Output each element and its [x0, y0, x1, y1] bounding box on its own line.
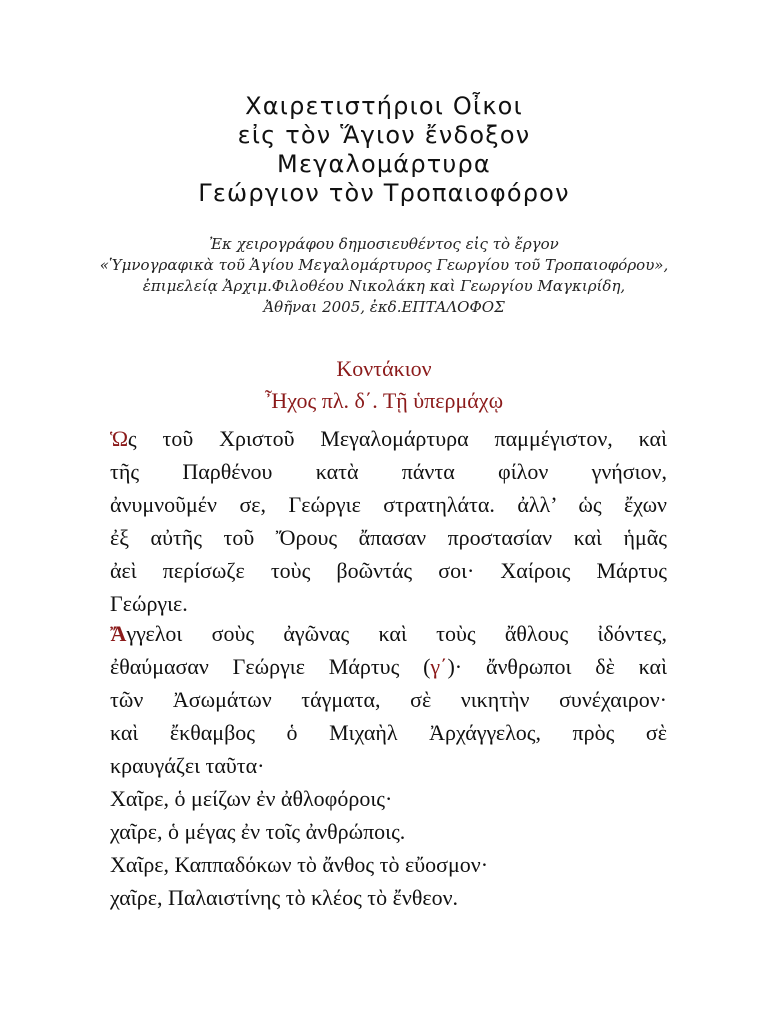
- text-line: τῶν Ἀσωμάτων τάγματα, σὲ νικητὴν συνέχαιρον·: [110, 687, 667, 712]
- text-line-content: ἐθαύμασαν Γεώργιε Μάρτυς (: [110, 654, 431, 679]
- oikos-text: [110, 617, 667, 914]
- text-line: [110, 422, 667, 455]
- title-line-2: εἰς τὸν Ἅγιον ἔνδοξον: [237, 121, 531, 149]
- chairetismos-line: χαῖρε, ὁ μέγας ἐν τοῖς ἀνθρώποις.: [110, 819, 406, 844]
- source-line-3: ἐπιμελείᾳ Ἀρχιμ.Φιλοθέου Νικολάκη καὶ Γεωργίου Μαγκιρίδη,: [142, 277, 626, 295]
- repeat-marker: γ΄: [430, 654, 448, 679]
- kontakion-heading: [0, 353, 768, 417]
- text-line: ἀνυμνοῦμέν σε, Γεώργιε στρατηλάτα. ἀλλ’ ὡς ἔχων: [110, 492, 667, 517]
- chairetismos-line: Χαῖρε, Καππαδόκων τὸ ἄνθος τὸ εὔοσμον·: [110, 852, 489, 877]
- kontakion-text: [110, 422, 667, 620]
- text-line: [110, 650, 667, 683]
- title-line-1: Χαιρετιστήριοι Οἶκοι: [245, 92, 523, 120]
- text-line-content: γγελοι σοὺς ἀγῶνας καὶ τοὺς ἄθλους ἰδόντες,: [126, 621, 667, 646]
- text-line-content: )· ἄνθρωποι δὲ καὶ: [447, 654, 668, 679]
- document-title: [0, 92, 768, 208]
- text-line: τῆς Παρθένου κατὰ πάντα φίλον γνήσιον,: [110, 459, 667, 484]
- text-line: Γεώργιε.: [110, 591, 188, 616]
- kontakion-tone: Ἦχος πλ. δ΄. Τῇ ὑπερμάχῳ: [264, 388, 504, 413]
- text-line: ἀεὶ περίσωζε τοὺς βοῶντάς σοι· Χαίροις Μάρτυς: [110, 558, 667, 583]
- source-line-4: Ἀθῆναι 2005, ἐκδ.ΕΠΤΑΛΟΦΟΣ: [263, 298, 505, 316]
- title-line-4: Γεώργιον τὸν Τροπαιοφόρον: [198, 179, 570, 207]
- text-line: καὶ ἔκθαμβος ὁ Μιχαὴλ Ἀρχάγγελος, πρὸς σὲ: [110, 720, 667, 745]
- drop-initial: Ὡ: [110, 426, 128, 451]
- source-note: [0, 234, 768, 318]
- text-line-content: ς τοῦ Χριστοῦ Μεγαλομάρτυρα παμμέγιστον, καὶ: [127, 426, 667, 451]
- chairetismos-line: χαῖρε, Παλαιστίνης τὸ κλέος τὸ ἔνθεον.: [110, 885, 459, 910]
- text-line: κραυγάζει ταῦτα·: [110, 753, 265, 778]
- source-line-1: Ἐκ χειρογράφου δημοσιευθέντος εἰς τὸ ἔργον: [209, 235, 559, 253]
- drop-initial: Ἄ: [110, 621, 127, 646]
- text-line: ἐξ αὐτῆς τοῦ Ὄρους ἄπασαν προστασίαν καὶ ἡμᾶς: [110, 525, 667, 550]
- text-line: [110, 617, 667, 650]
- chairetismos-line: Χαῖρε, ὁ μείζων ἐν ἀθλοφόροις·: [110, 786, 393, 811]
- source-line-2: «Ὑμνογραφικὰ τοῦ Ἁγίου Μεγαλομάρτυρος Γεωργίου τοῦ Τροπαιοφόρου»,: [99, 256, 669, 274]
- kontakion-title: Κοντάκιον: [336, 356, 432, 381]
- title-line-3: Μεγαλομάρτυρα: [277, 150, 491, 178]
